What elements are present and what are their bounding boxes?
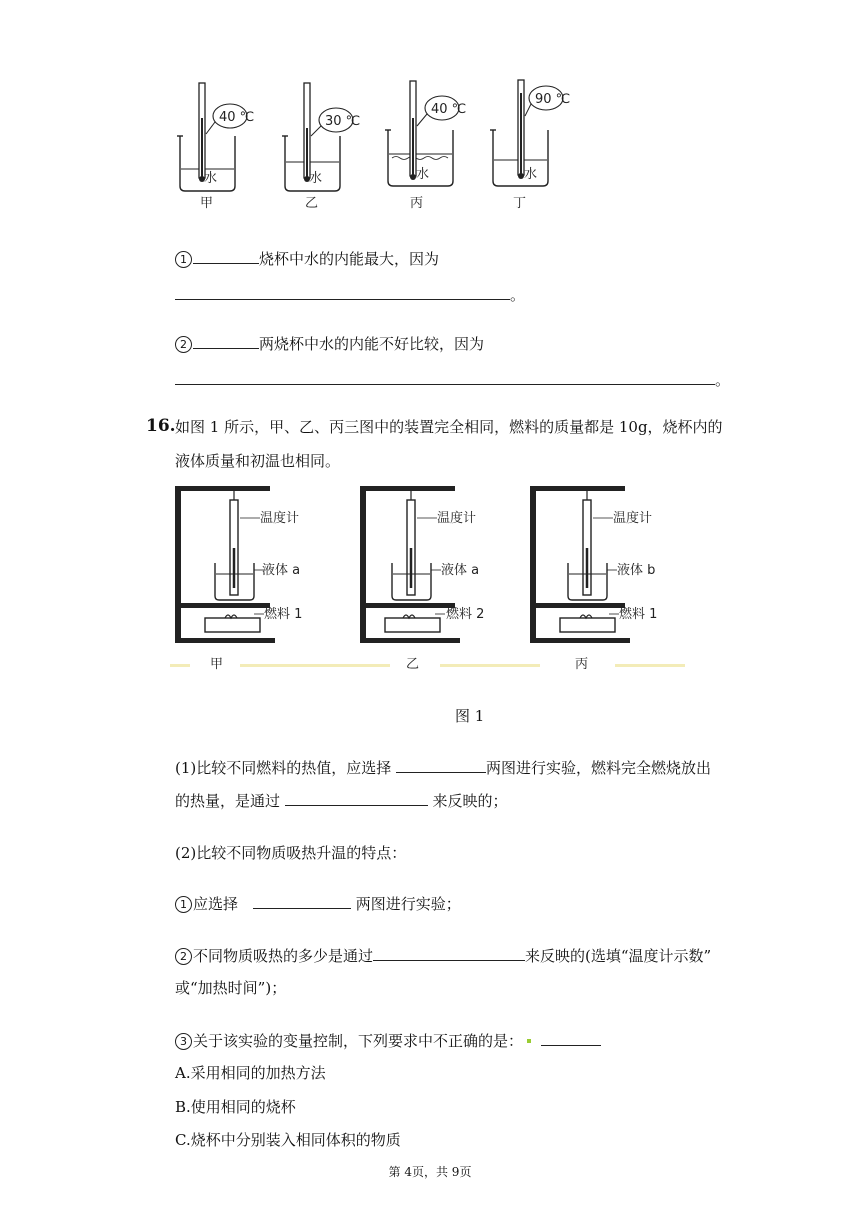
q16-part1-line-2: [175, 790, 508, 811]
q15-line-1: [175, 248, 439, 269]
fuel-label-yi: 燃料 2: [446, 607, 485, 622]
option-b: B.使用相同的烧杯: [175, 1098, 296, 1116]
q15-line-3: [175, 333, 484, 354]
temp-label-bing: 40 ℃: [431, 102, 467, 117]
panel-caption-jia: 甲: [210, 657, 224, 672]
temp-label-jia: 40 ℃: [219, 110, 255, 125]
answer-blank[interactable]: [193, 248, 259, 264]
circled-number: 3: [175, 1033, 192, 1050]
temp-label-yi: 30 ℃: [325, 114, 361, 129]
fuel-label-jia: 燃料 1: [264, 607, 303, 622]
q16-sub-3: [175, 1030, 601, 1051]
q16-sub-1: [175, 893, 461, 914]
water-label-ding: 水: [524, 167, 538, 182]
q15-line3-text: 两烧杯中水的内能不好比较，因为: [259, 335, 485, 353]
panel-caption-bing: 丙: [575, 657, 589, 672]
apparatus-jia: [175, 486, 275, 643]
beaker-caption-ding: 丁: [513, 196, 527, 211]
answer-blank[interactable]: [175, 369, 715, 385]
liquid-label-bing: 液体 b: [617, 563, 656, 578]
water-label-bing: 水: [416, 167, 430, 182]
answer-blank[interactable]: [253, 893, 351, 909]
q15-line2-end: 。: [510, 286, 526, 304]
q15-line-4: [175, 369, 730, 390]
page-footer: 第 4页，共 9页: [388, 1165, 472, 1179]
answer-blank[interactable]: [175, 284, 510, 300]
question-number: 16.: [146, 416, 176, 436]
s2-text-b: 来反映的(选填“温度计示数”: [525, 947, 712, 965]
q16-sub-2-line-1: [175, 945, 711, 966]
s3-text: 关于该实验的变量控制，下列要求中不正确的是：: [193, 1032, 524, 1050]
liquid-label-jia: 液体 a: [262, 563, 301, 578]
fuel-label-bing: 燃料 1: [619, 607, 658, 622]
p1-text-b: 两图进行实验，燃料完全燃烧放出: [486, 759, 712, 777]
water-label-jia: 水: [204, 171, 218, 186]
answer-blank[interactable]: [373, 945, 525, 961]
option-c: C.烧杯中分别装入相同体积的物质: [175, 1131, 401, 1149]
p1-text-c: 的热量，是通过: [175, 792, 285, 810]
figure-caption: 图 1: [455, 707, 485, 725]
answer-blank[interactable]: [541, 1030, 601, 1046]
thermometer-label-yi: 温度计: [437, 511, 477, 526]
beaker-caption-jia: 甲: [200, 196, 214, 211]
option-a: A.采用相同的加热方法: [175, 1064, 326, 1082]
answer-blank[interactable]: [193, 333, 259, 349]
p1-text-d: 来反映的；: [427, 792, 508, 810]
beaker-caption-bing: 丙: [410, 196, 424, 211]
q16-part1-line-1: [175, 757, 711, 778]
s2-text-a: 不同物质吸热的多少是通过: [193, 947, 374, 965]
beaker-caption-yi: 乙: [305, 196, 319, 211]
q16-intro-line-2: 液体质量和初温也相同。: [175, 452, 341, 470]
temp-label-ding: 90 ℃: [535, 92, 571, 107]
s1-text-b: 两图进行实验；: [351, 895, 461, 913]
q16-part2: (2)比较不同物质吸热升温的特点：: [175, 844, 407, 862]
water-label-yi: 水: [309, 171, 323, 186]
apparatus-bing: [530, 486, 630, 643]
circled-number: 1: [175, 896, 192, 913]
circled-number: 2: [175, 948, 192, 965]
answer-blank[interactable]: [396, 757, 486, 773]
beaker-thermometer-figure: [170, 78, 590, 213]
q16-sub-2-line-2: 或“加热时间”)；: [175, 979, 287, 997]
q15-line4-end: 。: [715, 371, 731, 389]
q16-intro-line-1: 如图 1 所示，甲、乙、丙三图中的装置完全相同，燃料的质量都是 10g，烧杯内的: [175, 418, 723, 436]
thermometer-label-bing: 温度计: [613, 511, 653, 526]
answer-blank[interactable]: [285, 790, 428, 806]
q15-line-2: [175, 284, 525, 305]
circled-number: 1: [175, 251, 192, 268]
s1-text-a: 应选择: [193, 895, 254, 913]
p1-text-a: (1)比较不同燃料的热值，应选择: [175, 759, 397, 777]
q15-line1-text: 烧杯中水的内能最大，因为: [259, 250, 440, 268]
panel-caption-yi: 乙: [406, 657, 420, 672]
heating-apparatus-figure: [170, 478, 690, 678]
thermometer-label-jia: 温度计: [260, 511, 300, 526]
liquid-label-yi: 液体 a: [441, 563, 480, 578]
circled-number: 2: [175, 336, 192, 353]
